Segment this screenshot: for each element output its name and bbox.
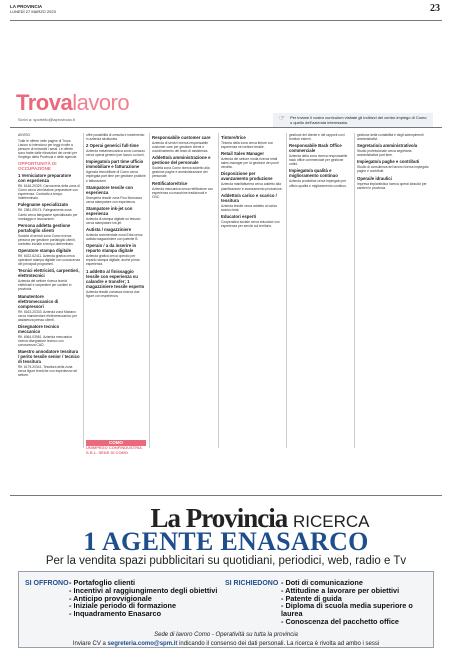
job-title: Disposizione per avanzamento produzione bbox=[221, 171, 273, 182]
offers-list bbox=[69, 579, 229, 618]
offer-item: - Iniziale periodo di formazione bbox=[69, 601, 177, 611]
section-title bbox=[16, 90, 129, 116]
article-text: Azienda della zona ricerca responsabile back office commerciale per gestione ordini. bbox=[289, 154, 348, 167]
article-text: Azienda commerciale zona Erba cerca autista magazziniere con patente B. bbox=[86, 233, 143, 242]
requirement-item: - Doti di comunicazione bbox=[281, 578, 363, 587]
ad-tagline: Per la vendita spazi pubblicitari su quotidiani, periodici, web, radio e Tv bbox=[45, 555, 407, 567]
article-text: Impresa impiantistica ricerca operai idraulici per cantieri in provincia. bbox=[357, 181, 427, 190]
requirements-list bbox=[281, 579, 431, 626]
article-text: Rif. 6146-20329. Carrozzeria della zona di Como cerca verniciatore preparatore con esperienza. Contratto a tempo indeterminato. bbox=[18, 184, 80, 201]
column-divider bbox=[149, 133, 150, 448]
job-title: 1 Verniciatore preparatore con esperienza bbox=[18, 173, 72, 184]
article-text: Società zona Como ricerca addetto alla gestione paghe e amministrazione del personale. bbox=[152, 166, 210, 179]
job-title: Retail Sales Manager bbox=[221, 151, 264, 157]
job-title: Disegnatore tecnico meccanico bbox=[18, 323, 60, 334]
column-divider bbox=[83, 133, 84, 448]
ad-logo-name: La Provincia bbox=[150, 503, 288, 533]
job-title: Autista / magazziniere bbox=[86, 227, 132, 233]
page-header bbox=[10, 4, 442, 18]
job-title: Falegname specializzato bbox=[18, 202, 69, 208]
requirement-item: - Diploma di scuola media superiore o laurea bbox=[281, 601, 413, 619]
column-divider bbox=[218, 133, 219, 448]
title-rule bbox=[10, 127, 442, 128]
column-1 bbox=[18, 133, 80, 445]
ad-rule bbox=[10, 495, 442, 496]
job-title: Impiegato/a paghe e contributi bbox=[357, 159, 420, 165]
job-title: 1 addetto al finissaggio tessile con esperienza su calandre e transfer; 1 magazziniere tessile esperto bbox=[86, 268, 145, 289]
section-title-part2: lavoro bbox=[72, 90, 130, 115]
column-divider bbox=[286, 133, 287, 448]
job-title: 2 Operai generici full-time bbox=[86, 143, 139, 149]
article-text: gestione del cliente e dei rapporti con i fornitori esterni. bbox=[289, 133, 346, 142]
article-text: Studio di consulenza del lavoro ricerca impiegato paghe e contributi. bbox=[357, 165, 429, 174]
job-title: Operaio / a da inserire in reparto stampa digitale bbox=[86, 243, 137, 254]
article-text: Cooperativa sociale cerca educatori con esperienza per servizi sul territorio. bbox=[221, 219, 280, 228]
job-title: Impiegato/a qualità e miglioramento continuo bbox=[289, 168, 338, 179]
header-rule bbox=[10, 20, 442, 21]
requirement-item: - Patente di guida bbox=[281, 593, 342, 603]
section-title-part1: Trova bbox=[16, 90, 73, 115]
article-text: Azienda del settore moda ricerca retail sales manager per la gestione dei punti vendita. bbox=[221, 157, 279, 170]
job-title: Tecnici elettricisti, carpentieri, elettrotecnici bbox=[18, 268, 80, 279]
job-title: Responsabile Back Office commerciale bbox=[289, 143, 342, 154]
job-title: Impiegato/a part time ufficio immobiliare e fatturazione bbox=[86, 159, 144, 170]
apply-suffix: indicando il consenso dei dati personali. La ricerca è rivolta ad ambo i sessi bbox=[179, 641, 380, 647]
job-title: Rettificatore/trice bbox=[152, 180, 188, 186]
job-title: Responsabile customer care bbox=[152, 135, 211, 140]
offer-item: - Inquadramento Enasarco bbox=[69, 609, 162, 619]
section-heading: OPPORTUNITÀ DI OCCUPAZIONE bbox=[18, 161, 57, 172]
job-title: Operai/e idraulici bbox=[357, 175, 392, 181]
info-box bbox=[273, 113, 433, 127]
article-text: AVVISO bbox=[18, 133, 31, 137]
ad-box bbox=[18, 571, 434, 648]
article-text: Studio professionale cerca segretaria amministrativa part time. bbox=[357, 149, 412, 158]
ad-apply-line bbox=[19, 641, 433, 647]
job-title: Segretario/a amministrativo/a bbox=[357, 143, 418, 149]
promo-text: UNIMPEGO CONFINDUSTRIA S.R.L. SEDE DI COMO bbox=[86, 445, 142, 455]
article-text: Azienda produttiva cerca impiegato per ufficio qualità e miglioramento continuo. bbox=[289, 179, 347, 188]
article-text: Rif. 6163-20333. Azienda zona Mariano cerca manutentore elettromeccanico per assistenza presso clienti. bbox=[18, 309, 78, 322]
contact-line: Scrivi a: sportello@laprovincia.it bbox=[18, 117, 75, 122]
job-title: Maestro annodatore tessitura / perito tessile senior / tecnico di tessitura bbox=[18, 349, 80, 365]
page-number: 23 bbox=[430, 3, 440, 14]
article-text: Rif. 6064-03981. Azienda meccanica ricerca disegnatore tecnico con conoscenza CAD. bbox=[18, 334, 72, 348]
apply-email-link[interactable]: segreteria.como@spm.it bbox=[107, 641, 178, 647]
job-title: Tintore/trice bbox=[221, 135, 246, 140]
article-text: Azienda tessile cerca addetto al carico scarico telai. bbox=[221, 203, 278, 212]
article-text: Azienda tessile comasca ricerca due figure con esperienza. bbox=[86, 289, 140, 298]
requirements-label: SI RICHIEDONO bbox=[225, 580, 279, 587]
issue-date: LUNEDÌ 27 MARZO 2023 bbox=[10, 9, 56, 14]
article-text: Azienda metalmeccanica zona Lomazzo cerca operai generici per lavoro su turni. bbox=[86, 149, 146, 158]
offer-item: - Anticipo provvigionale bbox=[69, 593, 152, 603]
article-text: Tutte le offerte nelle pagine di Trova Lavoro si intendono per leggi rivolte a persone di entrambi i sessi. Le offerte sono tratte dalle rilevazioni dei centri per l'impiego della Provincia e delle agenzie. bbox=[18, 138, 78, 159]
offer-item: - Incentivi al raggiungimento degli obiettivi bbox=[69, 585, 218, 595]
offers-label: SI OFFRONO bbox=[25, 580, 69, 587]
article-text: gestione della contabilità e degli adempimenti amministrativi. bbox=[357, 133, 424, 142]
job-title: Educatori esperti bbox=[221, 213, 257, 219]
ad-title: 1 AGENTE ENASARCO bbox=[83, 527, 369, 556]
job-title: Manutentore elettromeccanico di compressori bbox=[18, 293, 59, 309]
requirement-item: - Conoscenza del pacchetto office bbox=[281, 616, 399, 626]
article-text: Stamperia tessile zona Fino Mornasco cerca stampatore con esperienza. bbox=[86, 195, 143, 204]
job-title: Stampatore tessile con esperienza bbox=[86, 184, 134, 195]
promo-tag: COMO bbox=[86, 440, 146, 446]
ad-location: Sede di lavoro Como - Operatività su tutta la provincia bbox=[154, 632, 298, 638]
article-text: Azienda del settore ricerca tecnici elettricisti e carpentieri per cantieri in provincia. bbox=[18, 279, 72, 292]
column-6 bbox=[357, 133, 433, 445]
offer-item: - Portafoglio clienti bbox=[69, 578, 136, 587]
column-5 bbox=[289, 133, 351, 445]
article-text: Azienda di stampa digitale su tessuto cerca stampatore ink-jet. bbox=[86, 216, 141, 225]
job-title: Addetto/a carico e scarico / tessitura bbox=[221, 192, 277, 203]
ad-logo-sub: RICERCA bbox=[293, 512, 370, 531]
article-text: offre possibilità di crescita e inserimento in azienda strutturata. bbox=[86, 133, 145, 142]
column-divider bbox=[354, 133, 355, 448]
job-title: Addetto/a amministrazione e gestione del personale bbox=[152, 155, 211, 166]
apply-prefix: Inviare CV a bbox=[72, 641, 106, 647]
job-title: Operatore stampa digitale bbox=[18, 248, 72, 253]
article-text: Tintoria della zona cerca tintore con esperienza nel settore tessile. bbox=[221, 141, 274, 150]
column-4 bbox=[221, 133, 283, 445]
article-text: Agenzia immobiliare di Como cerca impiegata part time per gestione pratiche e fatturazione. bbox=[86, 170, 146, 183]
article-text: Rif. 6179-20341. Tessitura della zona cerca figure tecniche con esperienza nel settore. bbox=[18, 365, 78, 378]
requirement-item: - Attitudine a lavorare per obiettivi bbox=[281, 585, 400, 595]
job-title: Stampatore ink-jet con esperienza bbox=[86, 205, 133, 216]
article-text: Rif. 6022-62411. Azienda grafica cerca operatore stampa digitale con conoscenza dei principali programmi. bbox=[18, 254, 80, 267]
article-text: Azienda grafica cerca operaio per reparto stampa digitale, anche prima esperienza. bbox=[86, 254, 140, 267]
info-text: Per inviare il vostro curriculum visitate gli indirizzi del centro impiego di Como o quello dell'azienda interessata. bbox=[290, 115, 427, 125]
article-text: Società di servizi zona Como ricerca persona per gestione portafoglio clienti, contratto iniziale a tempo determinato. bbox=[18, 233, 76, 246]
article-text: Azienda meccanica cerca rettificatore con esperienza su macchine tradizionali e CNC. bbox=[152, 186, 214, 199]
job-title: Persona addetta gestione portafoglio clienti bbox=[18, 222, 71, 233]
pointer-icon: ☞ bbox=[279, 115, 286, 122]
column-3 bbox=[152, 133, 214, 445]
newspaper-name: LA PROVINCIA bbox=[10, 4, 43, 9]
column-2 bbox=[86, 133, 146, 433]
article-text: Rif. 2981-09174. Falegnameria zona Cantù cerca falegname specializzato per montaggio e lavorazione. bbox=[18, 208, 78, 221]
article-text: Azienda manifatturiera cerca addetto alla pianificazione e avanzamento produzione. bbox=[221, 182, 283, 191]
article-text: Azienda di servizi ricerca responsabile customer care per gestione clienti e coordinamento del team di assistenza. bbox=[152, 141, 209, 154]
offers-column bbox=[25, 578, 225, 619]
requirements-column bbox=[225, 578, 431, 626]
